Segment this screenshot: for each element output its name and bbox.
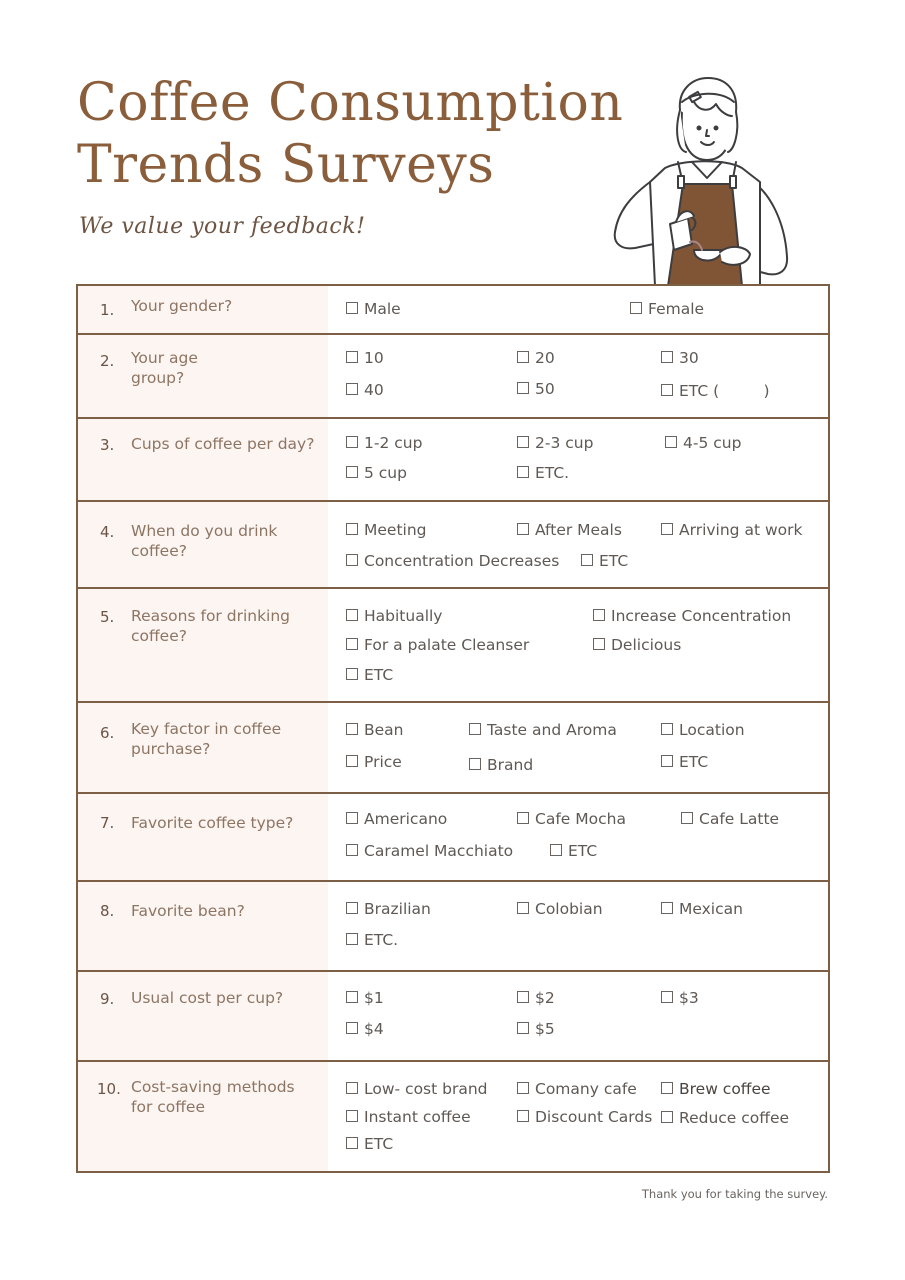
option-checkbox[interactable] — [550, 842, 597, 860]
survey-table — [76, 284, 830, 1173]
question-number: 6. — [100, 724, 115, 742]
option-label: Habitually — [364, 607, 443, 625]
option-checkbox[interactable] — [346, 1135, 393, 1153]
option-checkbox[interactable] — [581, 552, 628, 570]
option-label: 40 — [364, 381, 384, 399]
option-label: ETC. — [535, 464, 570, 482]
question-row-2 — [78, 333, 828, 417]
option-label: Americano — [364, 810, 448, 828]
question-text: Cost-saving methods for coffee — [131, 1078, 295, 1116]
checkbox-icon[interactable] — [661, 384, 673, 396]
checkbox-icon[interactable] — [346, 554, 358, 566]
option-label: Bean — [364, 721, 404, 739]
option-checkbox[interactable] — [346, 931, 398, 949]
checkbox-icon[interactable] — [346, 466, 358, 478]
checkbox-icon[interactable] — [517, 382, 529, 394]
option-checkbox[interactable] — [681, 810, 779, 828]
checkbox-icon[interactable] — [346, 609, 358, 621]
option-checkbox[interactable] — [469, 721, 617, 739]
option-label: $4 — [364, 1020, 384, 1038]
checkbox-icon[interactable] — [661, 723, 673, 735]
question-number: 1. — [100, 301, 115, 319]
checkbox-icon[interactable] — [517, 1082, 529, 1094]
option-label: Mexican — [679, 900, 743, 918]
option-checkbox[interactable] — [661, 900, 743, 918]
question-text: Your age group? — [131, 349, 198, 387]
option-checkbox[interactable] — [517, 810, 626, 828]
title-line-2: Trends Surveys — [77, 135, 495, 195]
checkbox-icon[interactable] — [517, 991, 529, 1003]
option-checkbox[interactable] — [346, 989, 384, 1007]
checkbox-icon[interactable] — [346, 1022, 358, 1034]
option-checkbox[interactable] — [517, 1020, 555, 1038]
option-label: ETC — [364, 1135, 394, 1153]
option-label: Meeting — [364, 521, 427, 539]
option-label: Instant coffee — [364, 1108, 471, 1126]
checkbox-icon[interactable] — [346, 1110, 358, 1122]
subtitle: We value your feedback! — [79, 214, 366, 239]
question-row-4 — [78, 500, 828, 587]
option-label: Low- cost brand — [364, 1080, 488, 1098]
barista-illustration-icon — [610, 72, 795, 286]
checkbox-icon[interactable] — [593, 638, 605, 650]
option-checkbox[interactable] — [346, 1080, 488, 1098]
question-text: Key factor in coffee purchase? — [131, 720, 282, 758]
option-label: Brand — [487, 756, 534, 774]
option-label: $5 — [535, 1020, 555, 1038]
question-text: Favorite bean? — [131, 902, 245, 920]
checkbox-icon[interactable] — [346, 383, 358, 395]
checkbox-icon[interactable] — [517, 523, 529, 535]
option-checkbox[interactable] — [593, 636, 681, 654]
question-text: Cups of coffee per day? — [131, 435, 315, 453]
option-label: Cafe Latte — [699, 810, 780, 828]
option-label: Brew coffee — [679, 1080, 771, 1098]
option-checkbox[interactable] — [661, 721, 745, 739]
option-checkbox[interactable] — [517, 380, 555, 398]
question-text: Your gender? — [131, 297, 233, 315]
option-label: 2-3 cup — [535, 434, 594, 452]
checkbox-icon[interactable] — [661, 1082, 673, 1094]
checkbox-icon[interactable] — [346, 638, 358, 650]
checkbox-icon[interactable] — [661, 351, 673, 363]
checkbox-icon[interactable] — [517, 1110, 529, 1122]
option-checkbox[interactable] — [346, 349, 384, 367]
option-checkbox[interactable] — [630, 300, 704, 318]
option-label: Price — [364, 753, 402, 771]
question-row-7 — [78, 792, 828, 880]
option-label: Comany cafe — [535, 1080, 637, 1098]
option-label: Arriving at work — [679, 521, 803, 539]
option-checkbox[interactable] — [517, 989, 555, 1007]
option-label: 10 — [364, 349, 384, 367]
question-number: 5. — [100, 608, 115, 626]
checkbox-icon[interactable] — [346, 1137, 358, 1149]
question-row-5 — [78, 587, 828, 701]
option-label: 5 cup — [364, 464, 407, 482]
option-checkbox[interactable] — [346, 1108, 471, 1126]
checkbox-icon[interactable] — [593, 609, 605, 621]
option-label: Colobian — [535, 900, 603, 918]
checkbox-icon[interactable] — [517, 466, 529, 478]
checkbox-icon[interactable] — [346, 523, 358, 535]
option-checkbox[interactable] — [517, 464, 569, 482]
option-label: Male — [364, 300, 401, 318]
option-label: Location — [679, 721, 745, 739]
checkbox-icon[interactable] — [346, 991, 358, 1003]
question-number: 3. — [100, 436, 115, 454]
option-label: 30 — [679, 349, 699, 367]
option-checkbox[interactable] — [346, 842, 513, 860]
option-checkbox[interactable] — [517, 1080, 637, 1098]
option-label: Cafe Mocha — [535, 810, 626, 828]
option-label: 4-5 cup — [683, 434, 742, 452]
option-label: Brazilian — [364, 900, 431, 918]
option-label: Taste and Aroma — [487, 721, 617, 739]
option-label: ETC ( ) — [679, 382, 770, 400]
checkbox-icon[interactable] — [517, 902, 529, 914]
question-number: 2. — [100, 352, 115, 370]
option-checkbox[interactable] — [517, 900, 603, 918]
option-checkbox[interactable] — [346, 300, 401, 318]
option-checkbox[interactable] — [469, 756, 533, 774]
option-label: $2 — [535, 989, 555, 1007]
checkbox-icon[interactable] — [517, 1022, 529, 1034]
option-checkbox[interactable] — [661, 349, 699, 367]
question-row-3 — [78, 417, 828, 500]
option-label: ETC — [364, 666, 394, 684]
option-checkbox[interactable] — [665, 434, 741, 452]
checkbox-icon[interactable] — [346, 723, 358, 735]
survey-title — [77, 72, 623, 196]
option-checkbox[interactable] — [346, 521, 427, 539]
checkbox-icon[interactable] — [517, 351, 529, 363]
checkbox-icon[interactable] — [550, 844, 562, 856]
checkbox-icon[interactable] — [346, 436, 358, 448]
question-number: 4. — [100, 523, 115, 541]
checkbox-icon[interactable] — [346, 755, 358, 767]
option-label: ETC. — [364, 931, 399, 949]
checkbox-icon[interactable] — [630, 302, 642, 314]
option-label: Female — [648, 300, 705, 318]
option-checkbox-etc-fill[interactable] — [661, 382, 770, 400]
checkbox-icon[interactable] — [346, 351, 358, 363]
option-checkbox[interactable] — [593, 607, 791, 625]
option-checkbox[interactable] — [661, 521, 802, 539]
option-label: 20 — [535, 349, 555, 367]
option-label: Discount Cards — [535, 1108, 653, 1126]
question-text: Reasons for drinking coffee? — [131, 607, 291, 645]
option-label: ETC — [568, 842, 598, 860]
option-label: Delicious — [611, 636, 682, 654]
option-checkbox[interactable] — [346, 381, 384, 399]
option-checkbox[interactable] — [346, 1020, 384, 1038]
option-checkbox[interactable] — [346, 464, 407, 482]
option-checkbox[interactable] — [346, 666, 393, 684]
question-number: 9. — [100, 990, 115, 1008]
option-checkbox[interactable] — [517, 1108, 652, 1126]
option-checkbox[interactable] — [661, 1109, 789, 1127]
checkbox-icon[interactable] — [346, 902, 358, 914]
question-number: 10. — [97, 1080, 121, 1098]
checkbox-icon[interactable] — [346, 844, 358, 856]
question-row-9 — [78, 970, 828, 1060]
option-label: Reduce coffee — [679, 1109, 790, 1127]
option-label: 50 — [535, 380, 555, 398]
option-label: ETC — [599, 552, 629, 570]
question-row-1 — [78, 286, 828, 333]
option-checkbox[interactable] — [346, 753, 402, 771]
option-checkbox[interactable] — [346, 900, 431, 918]
option-checkbox[interactable] — [661, 989, 699, 1007]
option-label: Concentration Decreases — [364, 552, 560, 570]
checkbox-icon[interactable] — [517, 436, 529, 448]
checkbox-icon[interactable] — [346, 668, 358, 680]
option-checkbox[interactable] — [346, 721, 404, 739]
option-checkbox[interactable] — [661, 1080, 771, 1098]
checkbox-icon[interactable] — [469, 758, 481, 770]
checkbox-icon[interactable] — [665, 436, 677, 448]
checkbox-icon[interactable] — [661, 755, 673, 767]
option-checkbox[interactable] — [517, 349, 555, 367]
checkbox-icon[interactable] — [469, 723, 481, 735]
question-row-10 — [78, 1060, 828, 1171]
checkbox-icon[interactable] — [581, 554, 593, 566]
checkbox-icon[interactable] — [661, 991, 673, 1003]
option-checkbox[interactable] — [346, 810, 447, 828]
question-row-6 — [78, 701, 828, 792]
option-label: Caramel Macchiato — [364, 842, 514, 860]
option-checkbox[interactable] — [517, 434, 593, 452]
checkbox-icon[interactable] — [346, 812, 358, 824]
question-text: Usual cost per cup? — [131, 989, 284, 1007]
option-label: $1 — [364, 989, 384, 1007]
checkbox-icon[interactable] — [517, 812, 529, 824]
option-checkbox[interactable] — [346, 636, 529, 654]
option-label: After Meals — [535, 521, 622, 539]
option-label: 1-2 cup — [364, 434, 423, 452]
option-label: $3 — [679, 989, 699, 1007]
option-label: ETC — [679, 753, 709, 771]
checkbox-icon[interactable] — [661, 902, 673, 914]
checkbox-icon[interactable] — [661, 523, 673, 535]
checkbox-icon[interactable] — [346, 1082, 358, 1094]
option-checkbox[interactable] — [346, 434, 422, 452]
question-text: Favorite coffee type? — [131, 814, 294, 832]
checkbox-icon[interactable] — [346, 302, 358, 314]
option-checkbox[interactable] — [661, 753, 708, 771]
option-label: For a palate Cleanser — [364, 636, 530, 654]
option-checkbox[interactable] — [346, 607, 442, 625]
question-number: 8. — [100, 902, 115, 920]
option-checkbox[interactable] — [517, 521, 622, 539]
checkbox-icon[interactable] — [681, 812, 693, 824]
option-label: Increase Concentration — [611, 607, 792, 625]
question-text: When do you drink coffee? — [131, 522, 278, 560]
question-row-8 — [78, 880, 828, 970]
checkbox-icon[interactable] — [661, 1111, 673, 1123]
thank-you-note: Thank you for taking the survey. — [641, 1187, 828, 1201]
option-checkbox[interactable] — [346, 552, 559, 570]
checkbox-icon[interactable] — [346, 933, 358, 945]
question-number: 7. — [100, 814, 115, 832]
title-line-1: Coffee Consumption — [77, 73, 624, 133]
